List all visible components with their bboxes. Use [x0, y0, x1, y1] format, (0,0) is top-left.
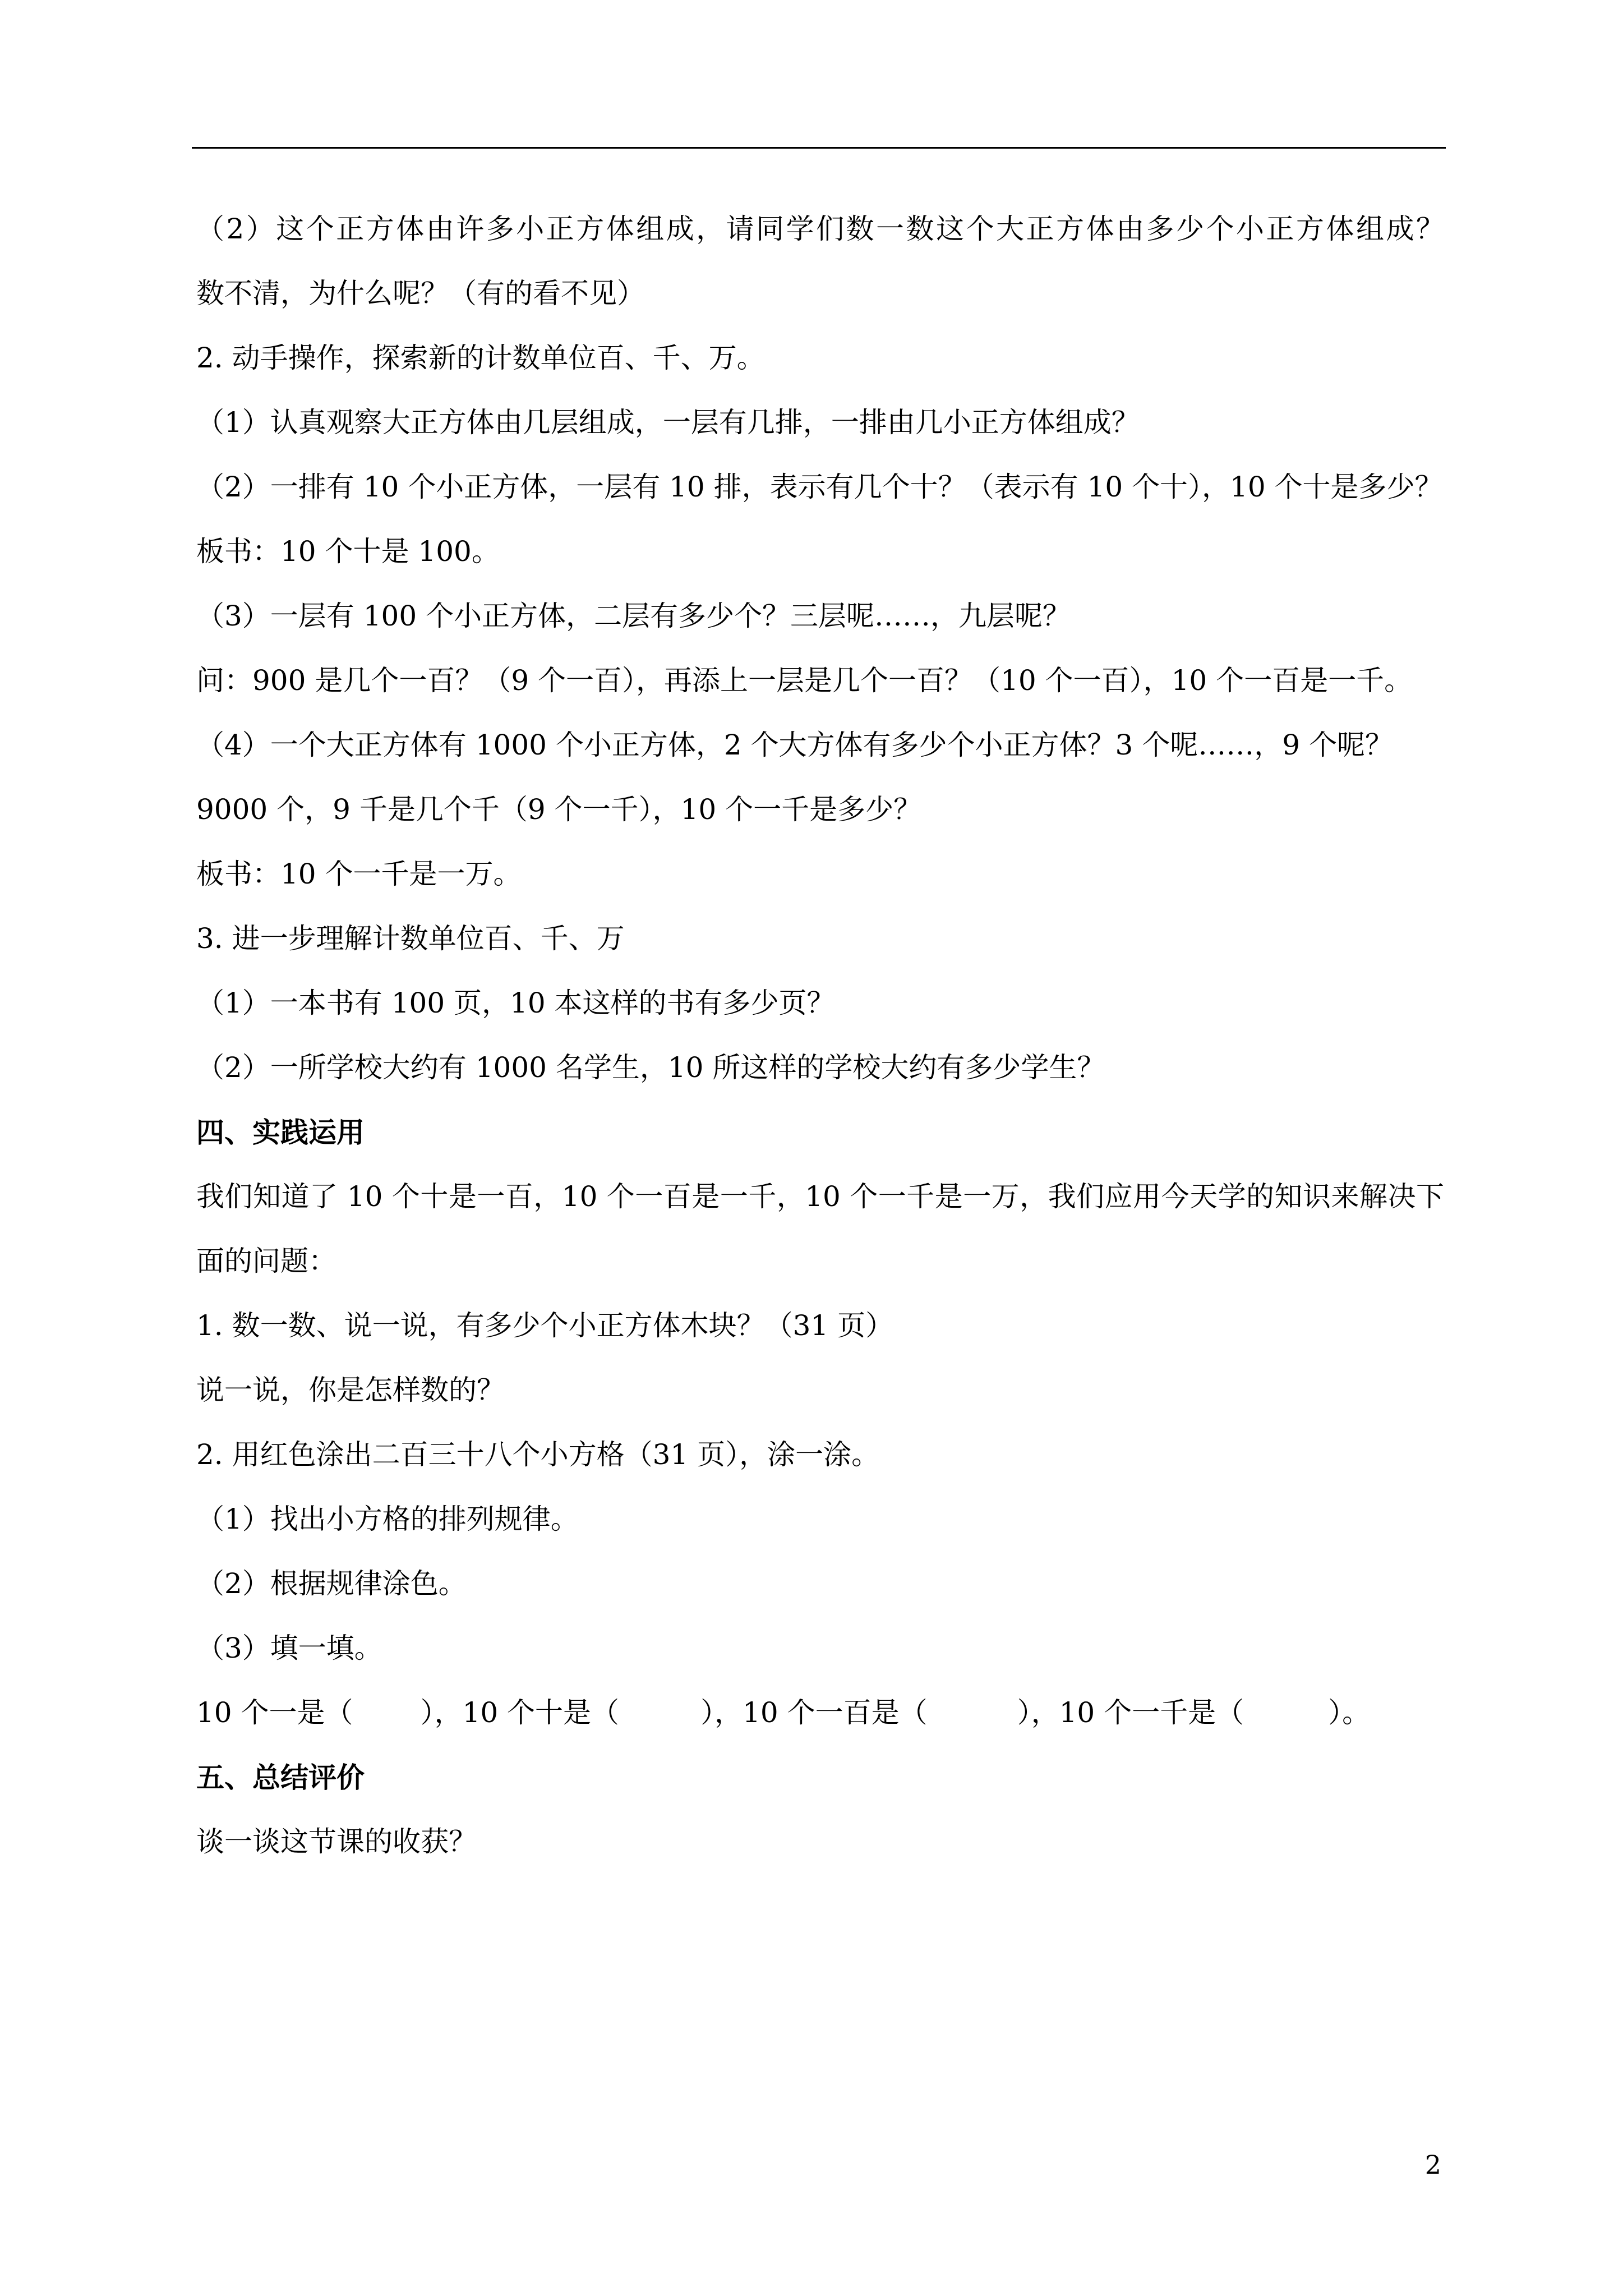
text-line: 我们知道了 10 个十是一百，10 个一百是一千，10 个一千是一万，我们应用今天学的知识来解决下: [196, 1180, 1444, 1213]
fill-in-line: [196, 1681, 1444, 1745]
text-line: （1）认真观察大正方体由几层组成，一层有几排，一排由几小正方体组成？: [196, 406, 1140, 439]
section-heading: 五、总结评价: [196, 1761, 365, 1794]
section-heading: 四、实践运用: [196, 1116, 365, 1149]
document-body: [196, 197, 1444, 1874]
fill-in-text: 10 个一是（: [196, 1696, 353, 1729]
text-line: 谈一谈这节课的收获？: [196, 1825, 477, 1858]
fill-in-text: ），10 个十是（: [420, 1696, 620, 1729]
text-line: 3. 进一步理解计数单位百、千、万: [196, 922, 625, 955]
fill-in-text: ）。: [1328, 1696, 1371, 1729]
text-line: 说一说，你是怎样数的？: [196, 1374, 505, 1406]
fill-in-text: ），10 个一百是（: [700, 1696, 928, 1729]
text-line: 面的问题：: [196, 1245, 336, 1277]
text-line: （2）这个正方体由许多小正方体组成，请同学们数一数这个大正方体由多少个小正方体组成？: [196, 213, 1444, 245]
fill-in-text: ），10 个一千是（: [1017, 1696, 1244, 1729]
page-number: 2: [1424, 2150, 1441, 2180]
text-line: 问：900 是几个一百？（9 个一百），再添上一层是几个一百？（10 个一百），10 个一百是一千。: [196, 664, 1413, 697]
text-line: 1. 数一数、说一说，有多少个小正方体木块？（31 页）: [196, 1309, 894, 1342]
text-line: （2）一所学校大约有 1000 名学生，10 所这样的学校大约有多少学生？: [196, 1051, 1105, 1084]
text-line: 2. 动手操作，探索新的计数单位百、千、万。: [196, 342, 765, 374]
text-line: 2. 用红色涂出二百三十八个小方格（31 页），涂一涂。: [196, 1438, 880, 1471]
text-line: （1）找出小方格的排列规律。: [196, 1503, 579, 1535]
text-line: 9000 个，9 千是几个千（9 个一千），10 个一千是多少？: [196, 793, 922, 826]
text-line: （3）填一填。: [196, 1632, 382, 1664]
text-line: （2）一排有 10 个小正方体，一层有 10 排，表示有几个十？（表示有 10 个十），10 个十是多少？: [196, 471, 1443, 503]
text-line: （2）根据规律涂色。: [196, 1567, 467, 1600]
text-line: （1）一本书有 100 页，10 本这样的书有多少页？: [196, 987, 835, 1019]
text-line: 板书：10 个十是 100。: [196, 535, 500, 568]
text-line: （4）一个大正方体有 1000 个小正方体，2 个大方体有多少个小正方体？3 个呢……，9 个呢？: [196, 729, 1393, 761]
text-line: （3）一层有 100 个小正方体，二层有多少个？三层呢……，九层呢？: [196, 600, 1071, 632]
header-rule: [192, 147, 1446, 149]
text-line: 板书：10 个一千是一万。: [196, 858, 522, 890]
text-line: 数不清，为什么呢？（有的看不见）: [196, 277, 645, 310]
